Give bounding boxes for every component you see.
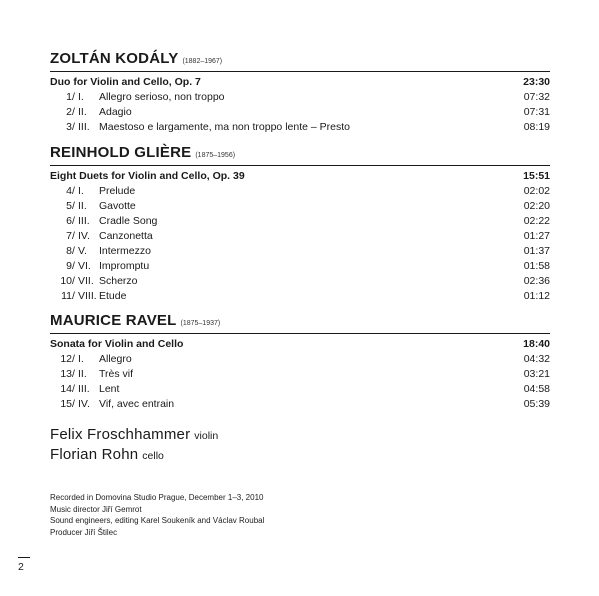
composer-name: ZOLTÁN KODÁLY	[50, 50, 179, 67]
track-row: 8 / V. Intermezzo 01:37	[50, 243, 550, 258]
track-title: Etude	[99, 289, 127, 302]
composer-section-gliere	[50, 144, 550, 303]
track-row: 6 / III. Cradle Song 02:22	[50, 213, 550, 228]
recording-credits	[50, 492, 264, 538]
track-row: 5 / II. Gavotte 02:20	[50, 198, 550, 213]
track-title: Allegro	[99, 352, 132, 365]
track-number: 13	[60, 367, 72, 380]
composer-section-ravel	[50, 312, 550, 411]
movement-number: VII.	[78, 274, 94, 287]
divider	[50, 71, 550, 72]
track-duration: 01:12	[523, 289, 550, 302]
track-title: Impromptu	[99, 259, 150, 272]
composer-name: REINHOLD GLIÈRE	[50, 144, 192, 161]
work-row	[50, 168, 550, 183]
track-number: 8	[66, 244, 72, 257]
track-title: Prelude	[99, 184, 136, 197]
movement-number: III.	[78, 214, 90, 227]
performer-name: Felix Froschhammer	[50, 426, 191, 443]
movement-number: V.	[78, 244, 87, 257]
track-row: 11 / VIII. Etude 01:12	[50, 288, 550, 303]
track-number: 12	[60, 352, 72, 365]
track-duration: 02:22	[523, 214, 550, 227]
track-title: Adagio	[99, 105, 132, 118]
movement-number: IV.	[78, 397, 90, 410]
composer-heading	[50, 50, 550, 70]
track-duration: 05:39	[523, 397, 550, 410]
track-title: Canzonetta	[99, 229, 153, 242]
track-row: 9 / VI. Impromptu 01:58	[50, 258, 550, 273]
page-number: 2	[18, 561, 24, 573]
track-row: 12 / I. Allegro 04:32	[50, 351, 550, 366]
track-number: 14	[60, 382, 72, 395]
track-duration: 01:58	[523, 259, 550, 272]
performers	[50, 426, 550, 466]
track-duration: 03:21	[523, 367, 550, 380]
movement-number: IV.	[78, 229, 90, 242]
work-duration: 15:51	[523, 169, 550, 182]
track-duration: 08:19	[523, 120, 550, 133]
movement-number: I.	[78, 90, 84, 103]
work-title: Sonata for Violin and Cello	[50, 337, 184, 350]
track-title: Très vif	[99, 367, 134, 380]
track-number: 6	[66, 214, 72, 227]
composer-section-kodaly	[50, 50, 550, 134]
work-duration: 23:30	[523, 75, 550, 88]
track-title: Scherzo	[99, 274, 138, 287]
credit-line: Sound engineers, editing Karel Soukeník and Václav Roubal	[50, 516, 265, 525]
track-duration: 01:37	[523, 244, 550, 257]
work-row	[50, 74, 550, 89]
composer-dates: (1875–1937)	[180, 320, 221, 327]
track-number: 10	[60, 274, 72, 287]
track-title: Lent	[99, 382, 120, 395]
movement-number: II.	[78, 105, 87, 118]
track-duration: 07:31	[523, 105, 550, 118]
track-title: Intermezzo	[99, 244, 151, 257]
credit-line: Producer Jiří Štilec	[50, 527, 118, 537]
composer-heading	[50, 144, 550, 164]
track-number: 3	[66, 120, 72, 133]
composer-heading	[50, 312, 550, 332]
movement-number: III.	[78, 120, 90, 133]
tracklist-page	[50, 50, 550, 466]
track-number: 2	[66, 105, 72, 118]
performer-name: Florian Rohn	[50, 446, 139, 463]
movement-number: I.	[78, 184, 84, 197]
credit-line: Music director Jiří Gemrot	[50, 504, 142, 514]
track-row: 4 / I. Prelude 02:02	[50, 183, 550, 198]
track-row: 7 / IV. Canzonetta 01:27	[50, 228, 550, 243]
track-duration: 01:27	[523, 229, 550, 242]
movement-number: II.	[78, 367, 87, 380]
work-title: Duo for Violin and Cello, Op. 7	[50, 75, 201, 88]
track-number: 1	[66, 90, 72, 103]
track-row: 14 / III. Lent 04:58	[50, 381, 550, 396]
track-duration: 02:02	[523, 184, 550, 197]
performer	[50, 446, 550, 466]
performer	[50, 426, 550, 446]
track-duration: 07:32	[523, 90, 550, 103]
movement-number: III.	[78, 382, 90, 395]
track-duration: 02:36	[523, 274, 550, 287]
track-row: 2 / II. Adagio 07:31	[50, 104, 550, 119]
track-title: Allegro serioso, non troppo	[99, 90, 225, 103]
track-title: Cradle Song	[99, 214, 158, 227]
divider	[50, 165, 550, 166]
movement-number: I.	[78, 352, 84, 365]
track-duration: 02:20	[523, 199, 550, 212]
track-row: 1 / I. Allegro serioso, non troppo 07:32	[50, 89, 550, 104]
composer-dates: (1882–1967)	[182, 58, 223, 65]
track-title: Gavotte	[99, 199, 136, 212]
composer-name: MAURICE RAVEL	[50, 312, 177, 329]
movement-number: VI.	[78, 259, 91, 272]
track-number: 11	[61, 289, 72, 302]
movement-number: VIII.	[78, 289, 97, 302]
track-duration: 04:32	[523, 352, 550, 365]
work-row	[50, 336, 550, 351]
track-title: Vif, avec entrain	[99, 397, 175, 410]
credit-line: Recorded in Domovina Studio Prague, December 1–3, 2010	[50, 493, 264, 502]
track-number: 9	[66, 259, 72, 272]
track-number: 15	[60, 397, 72, 410]
track-row: 15 / IV. Vif, avec entrain 05:39	[50, 396, 550, 411]
track-number: 7	[66, 229, 72, 242]
divider	[50, 333, 550, 334]
composer-dates: (1875–1956)	[195, 152, 236, 159]
track-row: 10 / VII. Scherzo 02:36	[50, 273, 550, 288]
track-row: 3 / III. Maestoso e largamente, ma non troppo lente – Presto 08:19	[50, 119, 550, 134]
track-row: 13 / II. Très vif 03:21	[50, 366, 550, 381]
movement-number: II.	[78, 199, 87, 212]
track-number: 5	[66, 199, 72, 212]
performer-instrument: cello	[142, 450, 164, 462]
performer-instrument: violin	[194, 430, 219, 442]
work-duration: 18:40	[523, 337, 550, 350]
work-title: Eight Duets for Violin and Cello, Op. 39	[50, 169, 245, 182]
track-number: 4	[66, 184, 72, 197]
page-number-rule	[18, 557, 30, 558]
track-title: Maestoso e largamente, ma non troppo lente – Presto	[99, 120, 350, 133]
track-duration: 04:58	[523, 382, 550, 395]
